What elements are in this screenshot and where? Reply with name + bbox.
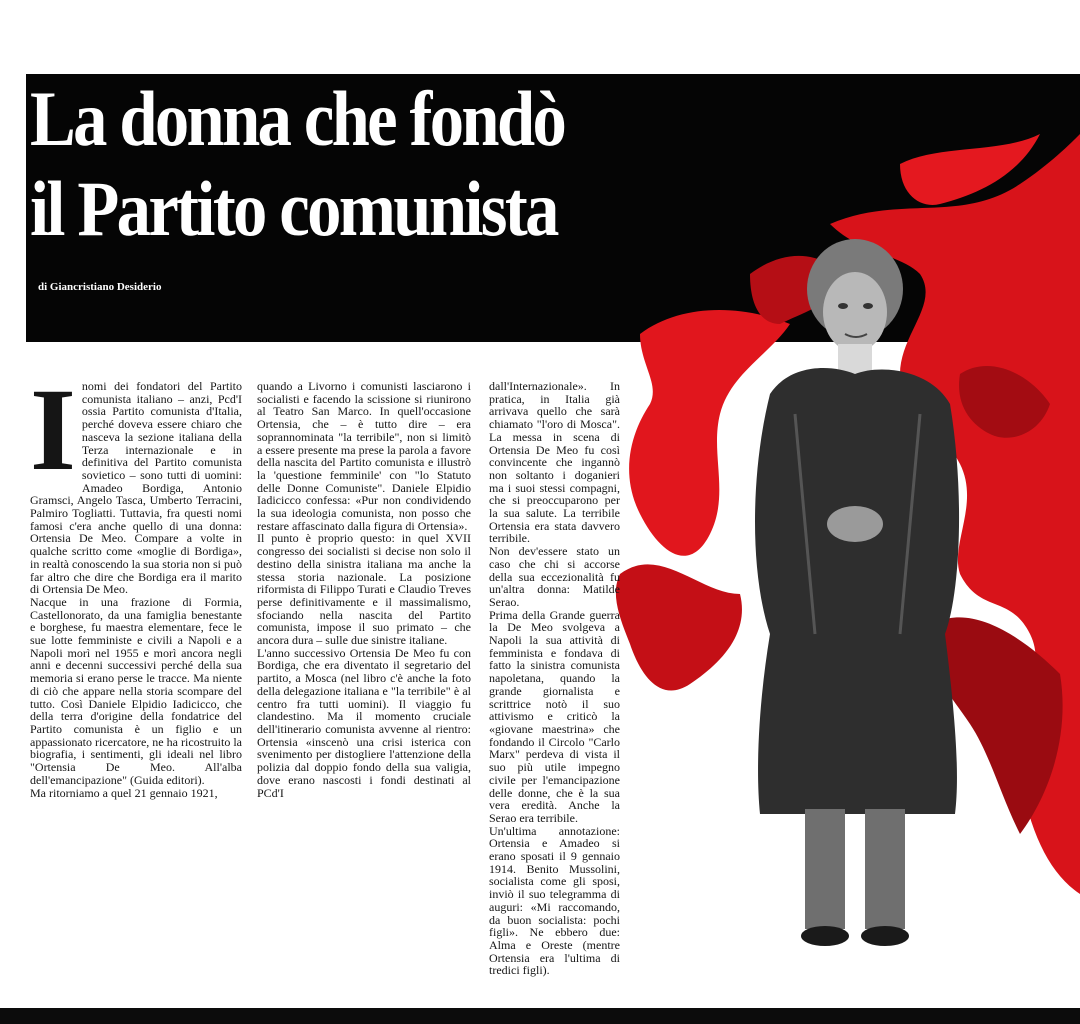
article-column-2 [257, 380, 471, 799]
headline-line-2: il Partito comunista [30, 165, 557, 252]
headline-line-1: La donna che fondò [30, 75, 565, 162]
paragraph: nomi dei fondatori del Partito comunista italiano – anzi, Pcd'I ossia Partito comunista d'Italia, perché doveva essere chiaro che nasceva la sezione italiana della Terza internazionale e in definitiva del Partito comunista sovietico – sono tutti di uomini: Amadeo Bordiga, Antonio Gramsci, Angelo Tasca, Umberto Terracini, Palmiro Togliatti. Tuttavia, fra questi nomi famosi c'era anche quello di una donna: Ortensia De Meo. Compare a volte in qualche scritto come «moglie di Bordiga», in realtà conoscendo la sua storia non si può far altro che dire che Bordiga era il marito di Ortensia De Meo. [30, 379, 242, 597]
paragraph: quando a Livorno i comunisti lasciarono i socialisti e facendo la scissione si riunirono al Teatro San Marco. In quell'occasione Ortensia, che – è tutto dire – era soprannominata "la terribile", non si limitò a essere presente ma prese la parola a favore della nascita del Partito comunista e illustrò la 'questione femminile' con "lo Statuto delle Donne Comuniste". Daniele Elpidio Iadicicco confessa: «Pur non condividendo la sua ideologia comunista, non posso che restare affascinato dalla figura di Ortensia». [257, 379, 471, 533]
paragraph: Non dev'essere stato un caso che chi si accorse della sua eccezionalità fu un'altra donna: Matilde Serao. [489, 544, 620, 609]
bottom-bar [0, 1008, 1080, 1024]
paragraph: Un'ultima annotazione: Ortensia e Amadeo si erano sposati il 9 gennaio 1914. Benito Mussolini, socialista come gli sposi, inviò il suo telegramma di auguri: «Mi raccomando, da buon socialista: pochi figli». Ne ebbero due: Alma e Oreste (mentre Ortensia era l'ultima di tredici figli). [489, 823, 620, 978]
paragraph: Il punto è proprio questo: in quel XVII congresso dei socialisti si decise non solo il destino della sinistra italiana ma anche la stessa storia nazionale. La posizione riformista di Filippo Turati e Claudio Treves perse definitivamente e il massimalismo, sfociando nella nascita del Partito comunista, impose il suo primato – che ancora dura – sulle due sinistre italiane. [257, 531, 471, 648]
article-column-1 [30, 364, 242, 800]
paragraph: Nacque in una frazione di Formia, Castellonorato, da una famiglia benestante e borghese, fu maestra elementare, fece le sue lotte femministe e civili a Napoli e a Napoli morì nel 1955 e morì ancora negli anni e decenni successivi perché della sua memoria si erano perse le tracce. Ma niente di ciò che appare nella storia scompare del tutto. Così Daniele Elpidio Iadicicco, che della terra d'origine della fondatrice del Partito comunista è un figlio e un appassionato ricercatore, ne ha ricostruito la biografia, i sentimenti, gli ideali nel libro "Ortensia De Meo. All'alba dell'emancipazione" (Guida editori). [30, 594, 242, 787]
paragraph: Ma ritorniamo a quel 21 gennaio 1921, [30, 785, 218, 800]
byline: di Giancristiano Desiderio [38, 281, 162, 293]
article-column-3 [489, 380, 620, 977]
paragraph: L'anno successivo Ortensia De Meo fu con Bordiga, che era diventato il segretario del partito, a Mosca (nel libro c'è anche la foto della delegazione italiana e "la terribile" è al centro fra tutti uomini). Il viaggio fu clandestino. Ma il momento cruciale dell'itinerario comunista avvenne al rientro: Ortensia «inscenò una crisi isterica con svenimento per distogliere l'attenzione della polizia dal doppio fondo della sua valigia, dove erano nascosti i fondi destinati al PCd'I [257, 645, 471, 800]
paragraph: Prima della Grande guerra la De Meo svolgeva a Napoli la sua attività di femminista e fondava di fatto la sinistra comunista napoletana, quando la grande giornalista e scrittrice notò il suo attivismo e criticò la «giovane maestrina» che fondando il Circolo "Carlo Marx" perdeva di vista il suo più utile impegno civile per l'emancipazione delle donne, che è la sua vera eredità. Anche la Serao era terribile. [489, 607, 620, 825]
portrait-illustration [600, 74, 1080, 1008]
drop-cap: I [30, 364, 76, 495]
top-margin [0, 0, 1080, 74]
paragraph: dall'Internazionale». In pratica, in Italia già arrivava quello che sarà chiamato "l'oro di Mosca". La messa in scena di Ortensia De Meo fu così convincente che ingannò non soltanto i doganieri ma i suoi stessi compagni, che si preoccuparono per la sua salute. La terribile Ortensia era stata davvero terribile. [489, 379, 620, 546]
